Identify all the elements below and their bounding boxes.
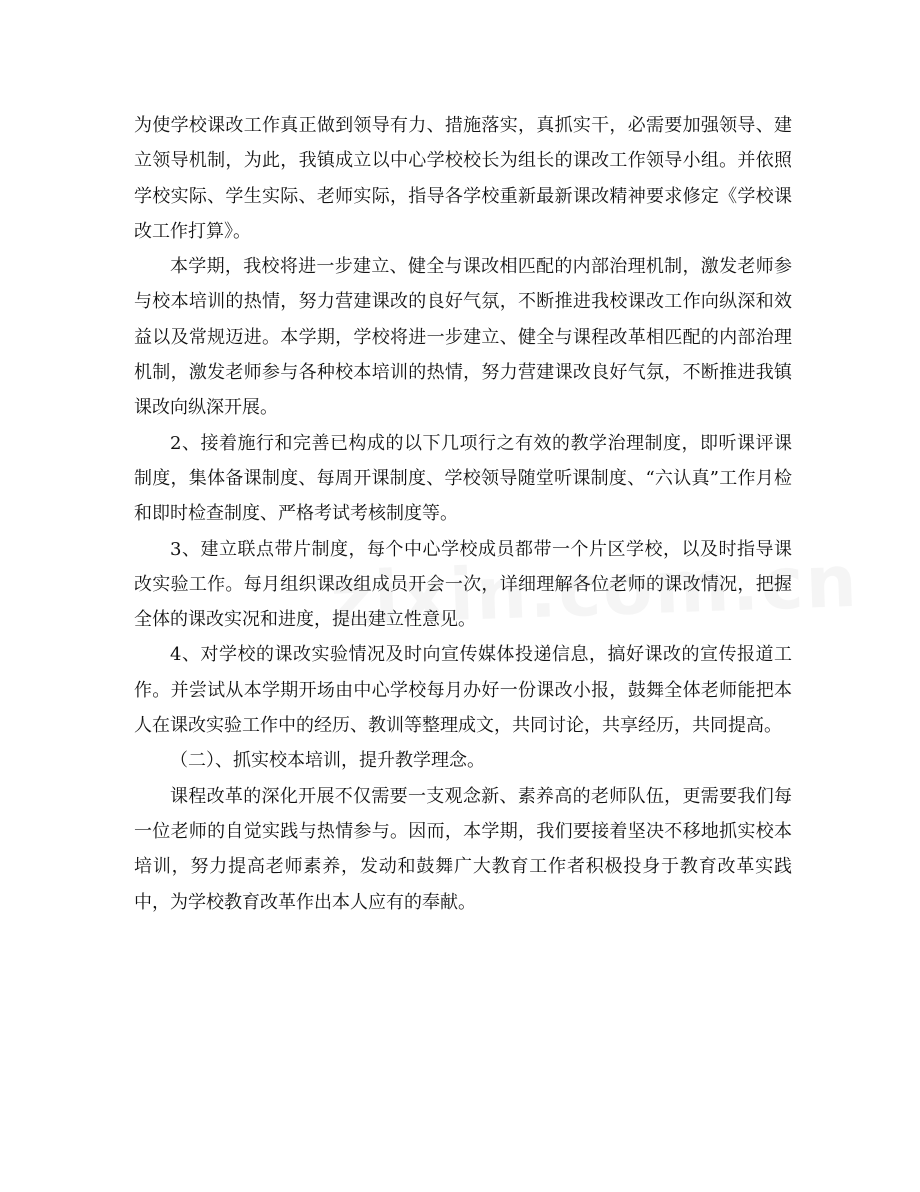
paragraph-1: 为使学校课改工作真正做到领导有力、措施落实，真抓实干，必需要加强领导、建立领导机制，为此，我镇成立以中心学校校长为组长的课改工作领导小组。并依照学校实际、学生实际、老师实际，指导各学校重新最新课改精神要求修定《学校课改工作打算》。 [134, 115, 792, 242]
section-heading: （二）、抓实校本培训，提升教学理念。 [170, 750, 485, 772]
paragraph-6: 课程改革的深化开展不仅需要一支观念新、素养高的老师队伍，更需要我们每一位老师的自觉实践与热情参与。因而，本学期，我们要接着坚决不移地抓实校本培训，努力提高老师素养，发动和鼓舞广大教育工作者积极投身于教育改革实践中，为学校教育改革作出本人应有的奉献。 [134, 785, 792, 913]
paragraph-5: 4、对学校的课改实验情况及时向宣传媒体投递信息，搞好课改的宣传报道工作。并尝试从本学期开场由中心学校每月办好一份课改小报，鼓舞全体老师能把本人在课改实验工作中的经历、教训等整理成文，共同讨论，共享经历，共同提高。 [134, 644, 792, 737]
paragraph-2: 本学期，我校将进一步建立、健全与课改相匹配的内部治理机制，激发老师参与校本培训的热情，努力营建课改的良好气氛，不断推进我校课改工作向纵深和效益以及常规迈进。本学期，学校将进一步建立、健全与课程改革相匹配的内部治理机制，激发老师参与各种校本培训的热情，努力营建课改良好气氛，不断推进我镇课改向纵深开展。 [134, 256, 792, 419]
paragraph-3: 2、接着施行和完善已构成的以下几项行之有效的教学治理制度，即听课评课制度，集体备课制度、每周开课制度、学校领导随堂听课制度、“六认真”工作月检和即时检查制度、严格考试考核制度等。 [134, 432, 792, 525]
paragraph-4: 3、建立联点带片制度，每个中心学校成员都带一个片区学校，以及时指导课改实验工作。每月组织课改组成员开会一次，详细理解各位老师的课改情况，把握全体的课改实况和进度，提出建立性意见。 [134, 538, 792, 631]
document-body [134, 108, 792, 920]
